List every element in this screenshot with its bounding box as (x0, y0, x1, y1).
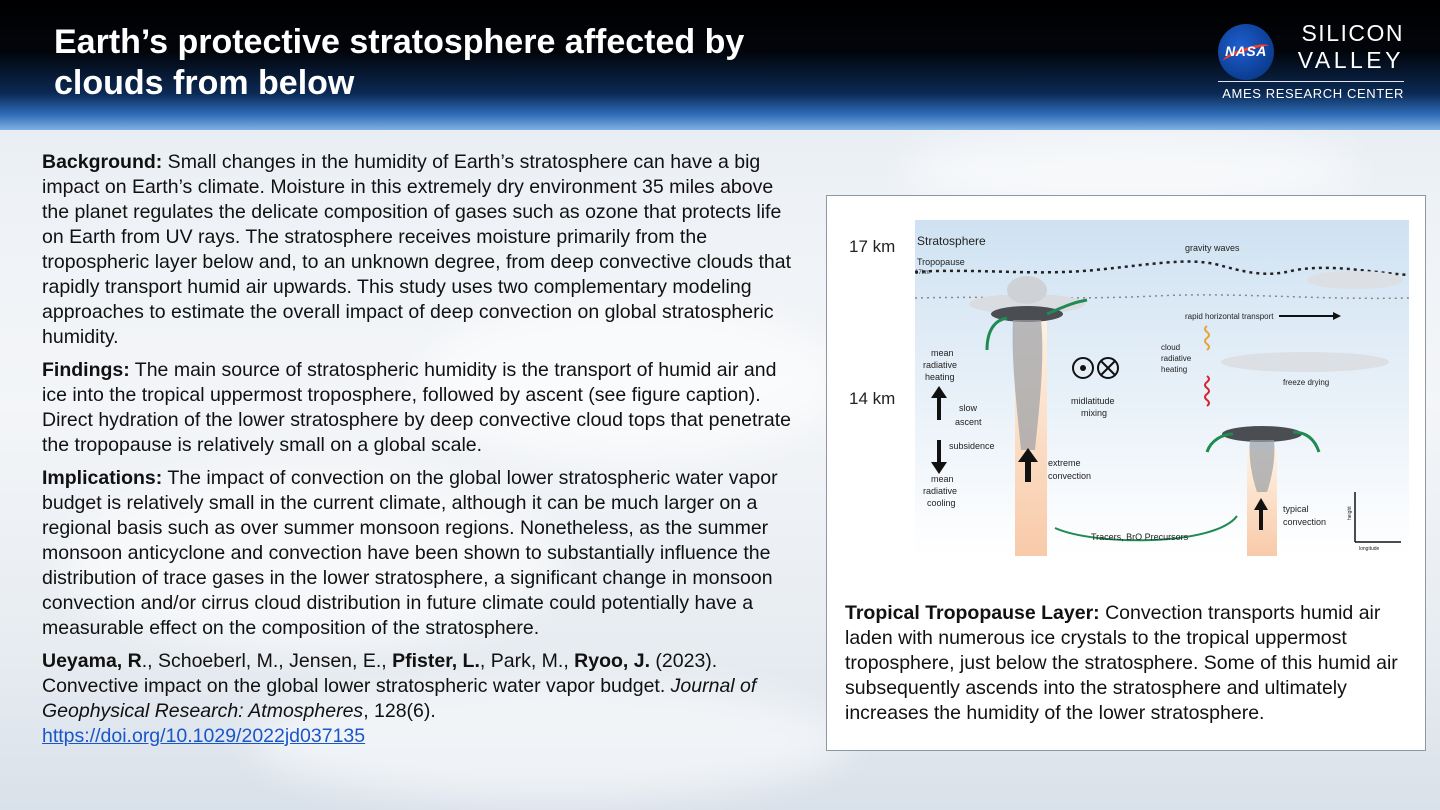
label-mean-cooling-2: radiative (923, 486, 958, 496)
upper-cirrus-cloud (1307, 271, 1403, 289)
page-title: Earth’s protective stratosphere affected by clouds from below (54, 23, 745, 102)
label-typical-1: typical (1283, 504, 1309, 514)
label-gravity-waves: gravity waves (1185, 243, 1240, 253)
doi-link[interactable]: https://doi.org/10.1029/2022jd037135 (42, 725, 366, 747)
background-text: Small changes in the humidity of Earth’s stratosphere can have a big impact on Earth’s climate. Moisture in this extremely dry environment 35 miles above the planet regulates the delicate composition of gases such as ozone that protects life on Earth from UV rays. The stratosphere receives moisture primarily from the tropospheric layer below and, to an unknown degree, from deep convective clouds that rapidly transport humid air upwards. This study uses two complementary modeling approaches to estimate the overall impact of deep convection on global stratospheric humidity. (42, 151, 792, 348)
label-longitude: longitude (1359, 546, 1380, 552)
header-banner (0, 0, 1440, 130)
caption-label: Tropical Tropopause Layer: (845, 602, 1100, 624)
label-extreme-1: extreme (1048, 458, 1081, 468)
label-cloud-heating-3: heating (1161, 365, 1188, 374)
label-mean-heating-3: heating (925, 372, 955, 382)
logo-divider (1218, 81, 1404, 82)
label-cloud-heating-1: cloud (1161, 343, 1181, 352)
overshoot-top (1007, 276, 1047, 304)
label-subsidence: subsidence (949, 441, 995, 451)
label-mean-cooling-3: cooling (927, 498, 956, 508)
label-slow-ascent-2: ascent (955, 417, 982, 427)
background-label: Background: (42, 151, 163, 173)
label-rapid-transport: rapid horizontal transport (1185, 312, 1274, 321)
logo-line-silicon: SILICON (1301, 20, 1404, 46)
caption-text: Convection transports humid air laden with numerous ice crystals to the tropical uppermost troposphere, just below the stratosphere. Some of this humid air subsequently ascends into the stratosphere and ultimately increases the humidity of the lower stratosphere. (845, 602, 1398, 724)
findings-paragraph (42, 358, 792, 458)
label-mixing: mixing (1081, 408, 1108, 418)
citation-paragraph (42, 649, 792, 749)
main-text (42, 150, 792, 757)
diagram-sky (915, 220, 1409, 556)
label-mean-heating-2: radiative (923, 360, 958, 370)
implications-text: The impact of convection on the global lower stratospheric water vapor budget is relatively small in the current climate, although it can be much larger on a regional basis such as over summer monsoon regions. Nonetheless, as the summer monsoon anticyclone and convection have been shown to substantially influence the distribution of trace gases in the lower stratosphere, a significant change in monsoon convection and/or cirrus cloud distribution in future climate could potentially have a measurable effect on the composition of the stratosphere. (42, 467, 778, 639)
label-tropopause: Tropopause (917, 257, 965, 267)
nasa-meatball-icon (1218, 24, 1274, 80)
citation-title: (2023). Convective impact on the global lower stratospheric water vapor budget. (42, 650, 718, 697)
typical-convection-arrow (1259, 508, 1263, 530)
citation-authors: Schoeberl, M., Jensen, E., (157, 650, 393, 672)
label-tropopause-km: 17km (915, 270, 930, 276)
citation-author-ryoo: Ryoo, J. (574, 650, 651, 672)
citation-authors-2: , Park, M., (479, 650, 575, 672)
slow-ascent-arrow (937, 396, 941, 420)
km-label-14: 14 km (849, 389, 896, 408)
subsidence-arrow (937, 440, 941, 464)
nasa-silicon-valley-logo (1218, 20, 1404, 104)
nasa-wordmark: NASA (1225, 43, 1267, 59)
citation-journal: Journal of Geophysical Research: Atmospheres (42, 675, 757, 722)
label-freeze-drying: freeze drying (1283, 378, 1330, 387)
typical-anvil (1222, 426, 1302, 442)
background-paragraph (42, 150, 792, 350)
label-cloud-heating-2: radiative (1161, 354, 1192, 363)
figure-caption (845, 601, 1417, 726)
implications-label: Implications: (42, 467, 163, 489)
citation-sep: ., (141, 650, 158, 672)
label-mean-cooling-1: mean (931, 474, 954, 484)
logo-line-ames: AMES RESEARCH CENTER (1222, 86, 1404, 101)
label-slow-ascent-1: slow (959, 403, 978, 413)
findings-text: The main source of stratospheric humidity is the transport of humid air and ice into the tropical uppermost troposphere, followed by ascent (see figure caption). Direct hydration of the lower stratosphere by deep convective cloud tops that penetrate the tropopause is relatively small on a global scale. (42, 359, 792, 456)
citation-author-pfister: Pfister, L. (392, 650, 480, 672)
logo-line-valley: VALLEY (1297, 47, 1404, 73)
ttl-diagram (915, 220, 1409, 556)
label-stratosphere: Stratosphere (917, 234, 986, 248)
label-midlatitude: midlatitude (1071, 396, 1115, 406)
cirrus-cloud (1221, 352, 1389, 372)
label-height: height (1347, 506, 1353, 520)
findings-label: Findings: (42, 359, 130, 381)
citation-volume: , 128(6). (363, 700, 436, 722)
label-tracers: Tracers, BrO Precursors (1091, 532, 1189, 542)
implications-paragraph (42, 466, 792, 641)
citation-author-1: Ueyama, R (42, 650, 142, 672)
out-of-page-dot (1080, 365, 1086, 371)
label-typical-2: convection (1283, 517, 1327, 527)
label-mean-heating-1: mean (931, 348, 954, 358)
extreme-convection-arrow (1025, 460, 1031, 482)
label-extreme-2: convection (1048, 471, 1092, 481)
km-label-17: 17 km (849, 237, 896, 256)
figure-panel (826, 195, 1426, 751)
